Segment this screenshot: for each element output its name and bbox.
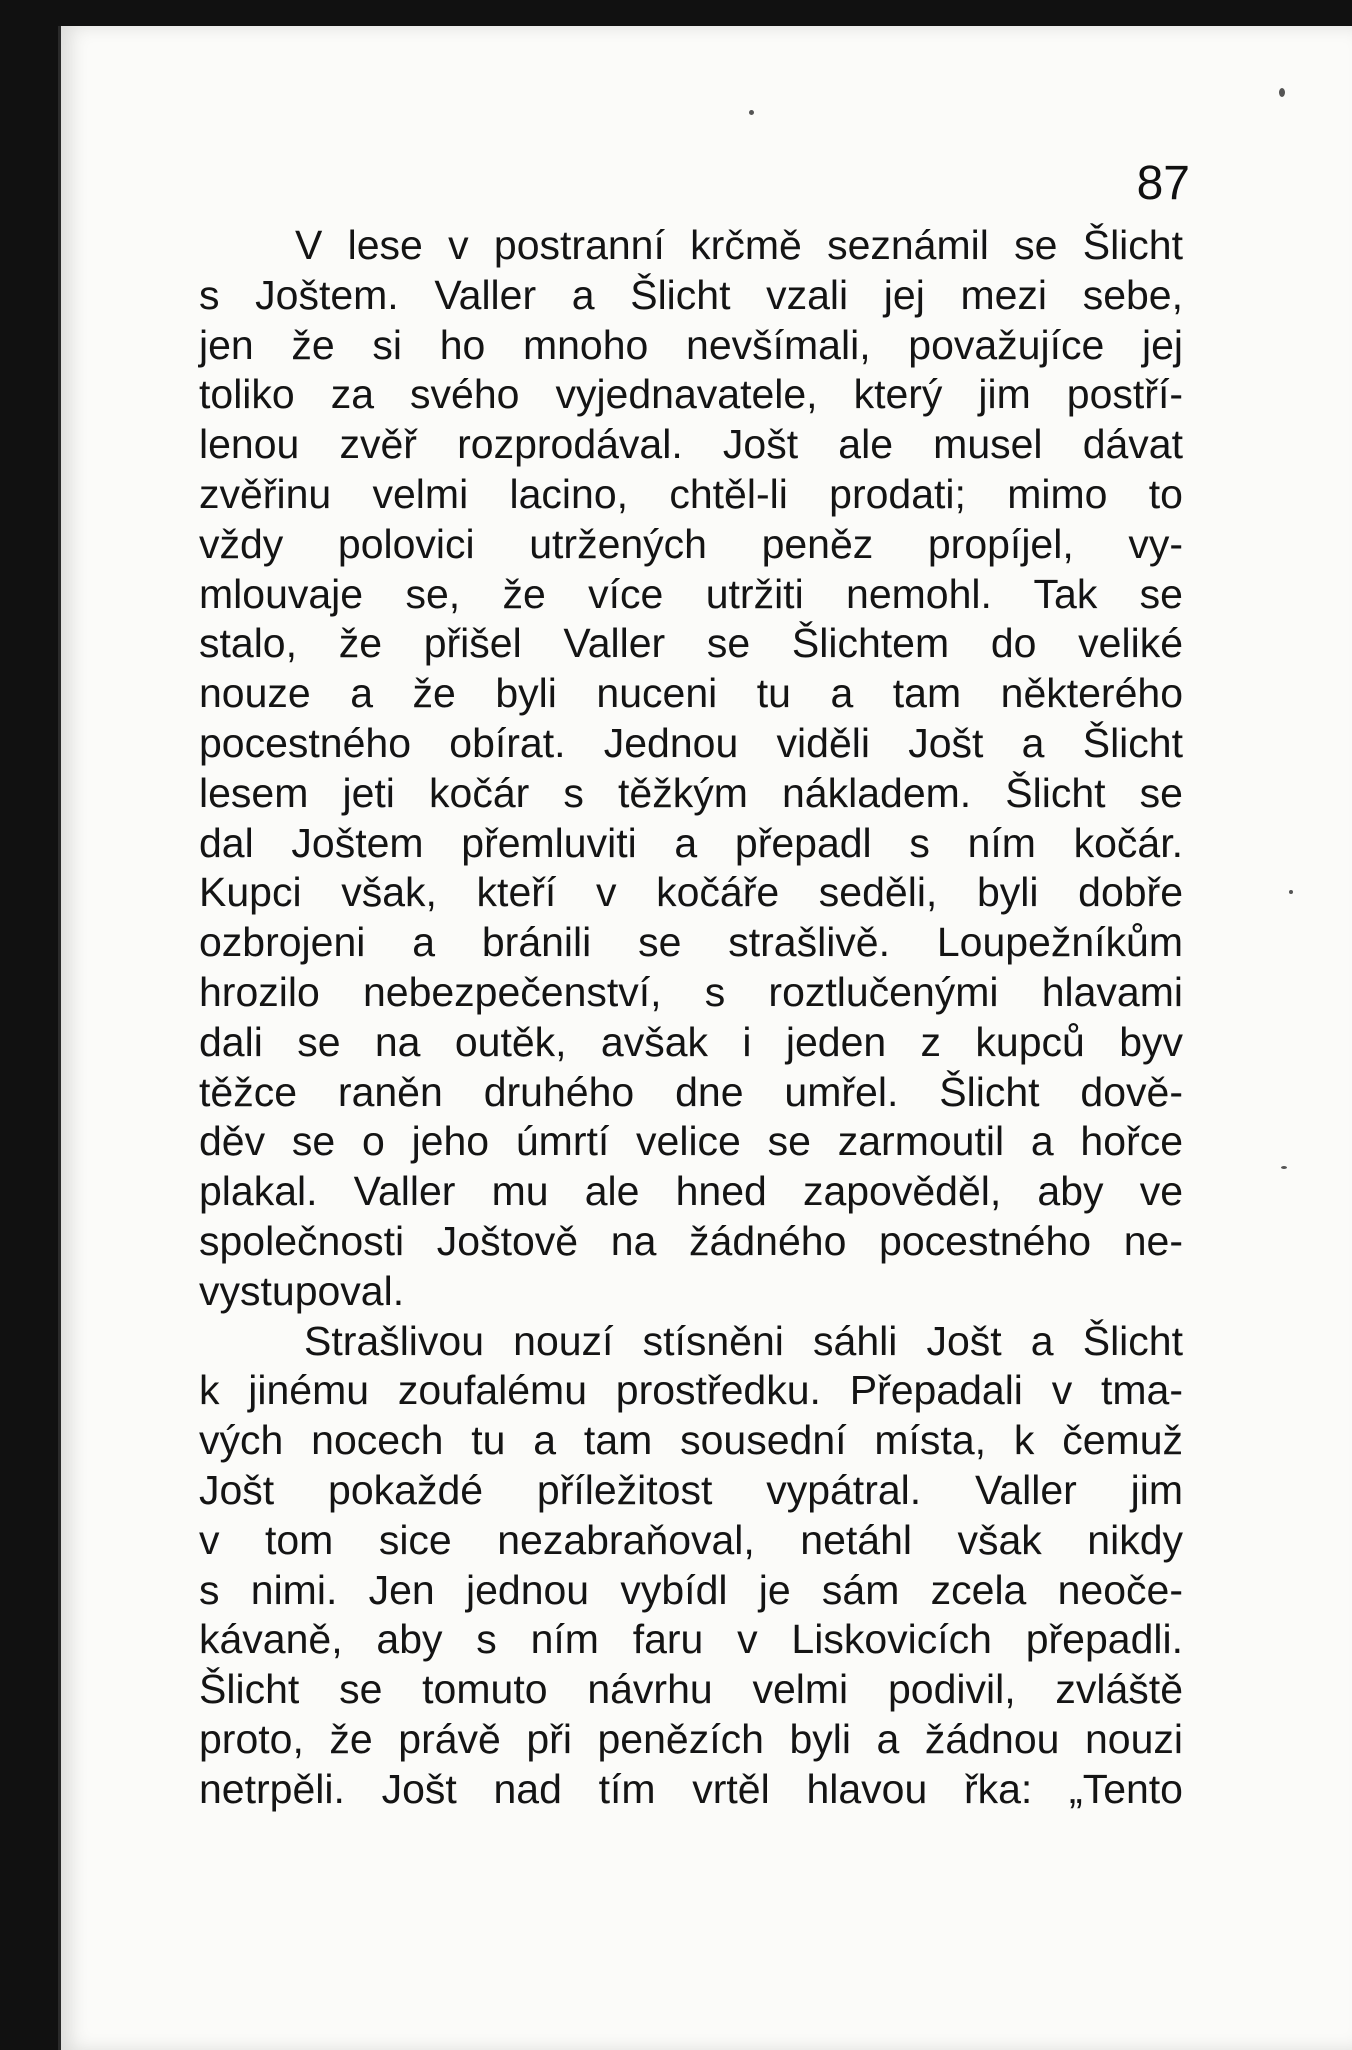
text-line: nouze a že byli nuceni tu a tam některého bbox=[199, 670, 1183, 717]
paper-speck bbox=[1281, 1166, 1287, 1169]
paper-speck bbox=[749, 110, 754, 115]
text-line: vystupoval. bbox=[199, 1267, 405, 1314]
text-line: lesem jeti kočár s těžkým nákladem. Šlicht se bbox=[199, 769, 1183, 816]
paper-speck bbox=[1289, 890, 1293, 894]
text-line: toliko za svého vyjednavatele, který jim postří- bbox=[199, 371, 1183, 418]
text-line: mlouvaje se, že více utržiti nemohl. Tak se bbox=[199, 570, 1183, 617]
text-line: společnosti Joštově na žádného pocestného ne- bbox=[199, 1217, 1183, 1264]
text-line: plakal. Valler mu ale hned zapověděl, aby ve bbox=[199, 1168, 1183, 1215]
text-line: dal Joštem přemluviti a přepadl s ním kočár. bbox=[199, 819, 1183, 866]
text-line: Kupci však, kteří v kočáře seděli, byli dobře bbox=[199, 869, 1183, 916]
text-line: pocestného obírat. Jednou viděli Jošt a Šlicht bbox=[199, 719, 1183, 766]
text-line: hrozilo nebezpečenství, s roztlučenými hlavami bbox=[199, 968, 1183, 1015]
paper-speck bbox=[1279, 88, 1285, 97]
text-line: vždy polovici utržených peněz propíjel, vy- bbox=[199, 520, 1183, 567]
text-line: vých nocech tu a tam sousední místa, k čemuž bbox=[199, 1417, 1183, 1464]
text-line: dali se na outěk, avšak i jeden z kupců byv bbox=[199, 1018, 1183, 1065]
text-line: k jinému zoufalému prostředku. Přepadali v tma- bbox=[199, 1367, 1183, 1414]
page-text bbox=[199, 221, 1183, 1815]
text-line: kávaně, aby s ním faru v Liskovicích přepadli. bbox=[199, 1616, 1183, 1663]
text-line: V lese v postranní krčmě seznámil se Šlicht bbox=[295, 222, 1183, 268]
text-line: proto, že právě při penězích byli a žádnou nouzi bbox=[199, 1715, 1183, 1762]
text-line: děv se o jeho úmrtí velice se zarmoutil a hořce bbox=[199, 1118, 1183, 1165]
book-page bbox=[58, 26, 1352, 2050]
text-line: v tom sice nezabraňoval, netáhl však nikdy bbox=[199, 1516, 1183, 1563]
text-line: s Joštem. Valler a Šlicht vzali jej mezi sebe, bbox=[199, 271, 1183, 318]
text-line: jen že si ho mnoho nevšímali, považujíce jej bbox=[199, 321, 1183, 368]
text-line: s nimi. Jen jednou vybídl je sám zcela neoče- bbox=[199, 1566, 1183, 1613]
text-line: Strašlivou nouzí stísněni sáhli Jošt a Šlicht bbox=[304, 1317, 1183, 1364]
text-line: zvěřinu velmi lacino, chtěl-li prodati; mimo to bbox=[199, 470, 1183, 517]
text-line: Šlicht se tomuto návrhu velmi podivil, zvláště bbox=[199, 1666, 1183, 1713]
text-line: těžce raněn druhého dne umřel. Šlicht dově- bbox=[199, 1068, 1183, 1115]
text-line: stalo, že přišel Valler se Šlichtem do veliké bbox=[199, 620, 1183, 667]
text-line: netrpěli. Jošt nad tím vrtěl hlavou řka: „Tento bbox=[199, 1765, 1183, 1812]
text-line: lenou zvěř rozprodával. Jošt ale musel dávat bbox=[199, 421, 1183, 468]
text-line: ozbrojeni a bránili se strašlivě. Loupežníkům bbox=[199, 919, 1183, 966]
page-number: 87 bbox=[1136, 157, 1190, 210]
text-line: Jošt pokaždé příležitost vypátral. Valler jim bbox=[199, 1466, 1183, 1513]
